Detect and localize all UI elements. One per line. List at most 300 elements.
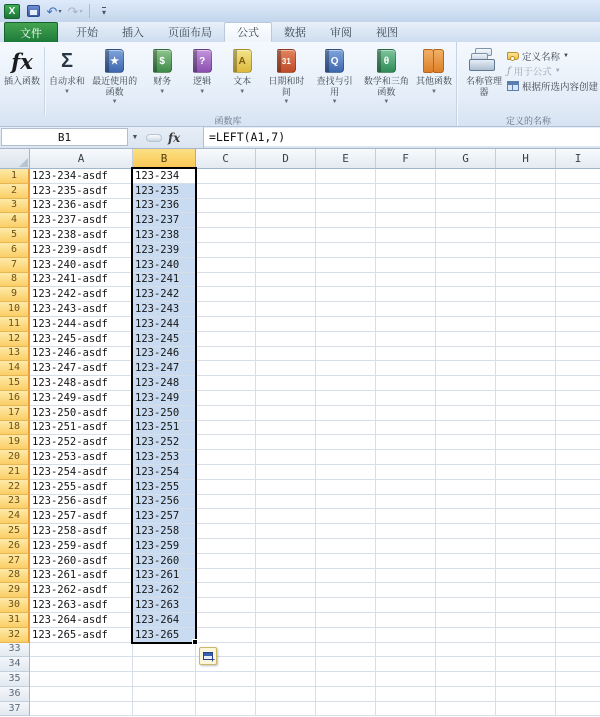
row-header-2[interactable]: 2 (0, 184, 30, 199)
row-header-17[interactable]: 17 (0, 406, 30, 421)
cell-i7[interactable] (556, 258, 600, 273)
cell-a22[interactable]: 123-255-asdf (30, 480, 133, 495)
cell-b20[interactable]: 123-253 (133, 450, 196, 465)
cell-d15[interactable] (256, 376, 316, 391)
cell-h8[interactable] (496, 273, 556, 288)
cell-b1[interactable]: 123-234 (133, 169, 196, 184)
row-header-20[interactable]: 20 (0, 450, 30, 465)
cell-f23[interactable] (376, 495, 436, 510)
cell-c11[interactable] (196, 317, 256, 332)
cell-b6[interactable]: 123-239 (133, 243, 196, 258)
cell-d3[interactable] (256, 199, 316, 214)
cell-c22[interactable] (196, 480, 256, 495)
cell-c28[interactable] (196, 569, 256, 584)
row-header-6[interactable]: 6 (0, 243, 30, 258)
cell-g30[interactable] (436, 598, 496, 613)
excel-logo-icon[interactable] (3, 2, 21, 20)
column-header-h[interactable]: H (496, 149, 556, 169)
cell-f20[interactable] (376, 450, 436, 465)
cell-d33[interactable] (256, 643, 316, 658)
column-header-b[interactable]: B (133, 149, 196, 169)
cell-i1[interactable] (556, 169, 600, 184)
cell-a26[interactable]: 123-259-asdf (30, 539, 133, 554)
cell-f32[interactable] (376, 628, 436, 643)
cell-d10[interactable] (256, 302, 316, 317)
cell-f21[interactable] (376, 465, 436, 480)
cell-a5[interactable]: 123-238-asdf (30, 228, 133, 243)
cell-a19[interactable]: 123-252-asdf (30, 435, 133, 450)
define-name-button[interactable] (507, 49, 598, 63)
cell-a20[interactable]: 123-253-asdf (30, 450, 133, 465)
cell-f11[interactable] (376, 317, 436, 332)
cell-g12[interactable] (436, 332, 496, 347)
cell-f5[interactable] (376, 228, 436, 243)
cell-e19[interactable] (316, 435, 376, 450)
cell-b27[interactable]: 123-260 (133, 554, 196, 569)
cell-b7[interactable]: 123-240 (133, 258, 196, 273)
cell-b18[interactable]: 123-251 (133, 421, 196, 436)
cell-g23[interactable] (436, 495, 496, 510)
tab-review[interactable]: 审阅 (330, 27, 352, 39)
cell-h4[interactable] (496, 213, 556, 228)
cell-d12[interactable] (256, 332, 316, 347)
row-header-33[interactable]: 33 (0, 643, 30, 658)
cell-e32[interactable] (316, 628, 376, 643)
cell-c35[interactable] (196, 672, 256, 687)
cell-b30[interactable]: 123-263 (133, 598, 196, 613)
row-header-22[interactable]: 22 (0, 480, 30, 495)
cell-i36[interactable] (556, 687, 600, 702)
row-header-10[interactable]: 10 (0, 302, 30, 317)
cell-c19[interactable] (196, 435, 256, 450)
cell-i33[interactable] (556, 643, 600, 658)
cell-c14[interactable] (196, 361, 256, 376)
cell-h15[interactable] (496, 376, 556, 391)
cell-g37[interactable] (436, 702, 496, 717)
cell-c25[interactable] (196, 524, 256, 539)
cell-e20[interactable] (316, 450, 376, 465)
cell-h26[interactable] (496, 539, 556, 554)
use-in-formula-button[interactable] (507, 64, 598, 78)
cell-d11[interactable] (256, 317, 316, 332)
cell-a18[interactable]: 123-251-asdf (30, 421, 133, 436)
cell-a34[interactable] (30, 657, 133, 672)
cell-i35[interactable] (556, 672, 600, 687)
row-header-8[interactable]: 8 (0, 273, 30, 288)
row-header-4[interactable]: 4 (0, 213, 30, 228)
cell-c32[interactable] (196, 628, 256, 643)
cell-g35[interactable] (436, 672, 496, 687)
cell-h9[interactable] (496, 287, 556, 302)
row-header-12[interactable]: 12 (0, 332, 30, 347)
cell-g27[interactable] (436, 554, 496, 569)
column-header-e[interactable]: E (316, 149, 376, 169)
cell-e1[interactable] (316, 169, 376, 184)
cell-f19[interactable] (376, 435, 436, 450)
cell-i37[interactable] (556, 702, 600, 717)
cell-e17[interactable] (316, 406, 376, 421)
cell-i32[interactable] (556, 628, 600, 643)
cell-c23[interactable] (196, 495, 256, 510)
cell-d36[interactable] (256, 687, 316, 702)
cell-f10[interactable] (376, 302, 436, 317)
cell-f31[interactable] (376, 613, 436, 628)
cell-b2[interactable]: 123-235 (133, 184, 196, 199)
cell-f8[interactable] (376, 273, 436, 288)
row-header-36[interactable]: 36 (0, 687, 30, 702)
cell-b3[interactable]: 123-236 (133, 199, 196, 214)
cell-h35[interactable] (496, 672, 556, 687)
cell-c21[interactable] (196, 465, 256, 480)
cell-a35[interactable] (30, 672, 133, 687)
cell-h16[interactable] (496, 391, 556, 406)
cell-e4[interactable] (316, 213, 376, 228)
cell-a31[interactable]: 123-264-asdf (30, 613, 133, 628)
cell-b10[interactable]: 123-243 (133, 302, 196, 317)
cell-i29[interactable] (556, 583, 600, 598)
cell-i17[interactable] (556, 406, 600, 421)
recently-used-button[interactable] (87, 45, 142, 106)
customize-quick-access-button[interactable] (95, 2, 113, 20)
cell-f24[interactable] (376, 509, 436, 524)
cell-e16[interactable] (316, 391, 376, 406)
cell-b17[interactable]: 123-250 (133, 406, 196, 421)
cell-e28[interactable] (316, 569, 376, 584)
cell-f7[interactable] (376, 258, 436, 273)
cell-a12[interactable]: 123-245-asdf (30, 332, 133, 347)
cell-f16[interactable] (376, 391, 436, 406)
cell-a10[interactable]: 123-243-asdf (30, 302, 133, 317)
cell-g21[interactable] (436, 465, 496, 480)
cell-c15[interactable] (196, 376, 256, 391)
cell-a21[interactable]: 123-254-asdf (30, 465, 133, 480)
cell-a32[interactable]: 123-265-asdf (30, 628, 133, 643)
cell-h27[interactable] (496, 554, 556, 569)
row-header-3[interactable]: 3 (0, 199, 30, 214)
row-header-16[interactable]: 16 (0, 391, 30, 406)
cell-h31[interactable] (496, 613, 556, 628)
row-header-11[interactable]: 11 (0, 317, 30, 332)
cell-c37[interactable] (196, 702, 256, 717)
cell-f33[interactable] (376, 643, 436, 658)
cell-h37[interactable] (496, 702, 556, 717)
cell-g19[interactable] (436, 435, 496, 450)
cell-h22[interactable] (496, 480, 556, 495)
cell-i15[interactable] (556, 376, 600, 391)
cell-i11[interactable] (556, 317, 600, 332)
cell-g16[interactable] (436, 391, 496, 406)
cell-f1[interactable] (376, 169, 436, 184)
cell-f22[interactable] (376, 480, 436, 495)
cell-h28[interactable] (496, 569, 556, 584)
cell-f12[interactable] (376, 332, 436, 347)
cell-e37[interactable] (316, 702, 376, 717)
cell-d19[interactable] (256, 435, 316, 450)
date-time-button[interactable] (262, 45, 310, 106)
cell-c2[interactable] (196, 184, 256, 199)
cell-e13[interactable] (316, 347, 376, 362)
cell-g7[interactable] (436, 258, 496, 273)
cell-i18[interactable] (556, 421, 600, 436)
cell-i34[interactable] (556, 657, 600, 672)
row-header-30[interactable]: 30 (0, 598, 30, 613)
cell-e30[interactable] (316, 598, 376, 613)
cell-a11[interactable]: 123-244-asdf (30, 317, 133, 332)
cell-d16[interactable] (256, 391, 316, 406)
tab-view[interactable]: 视图 (376, 27, 398, 39)
cell-c20[interactable] (196, 450, 256, 465)
cell-f9[interactable] (376, 287, 436, 302)
cell-f30[interactable] (376, 598, 436, 613)
select-all-corner[interactable] (0, 149, 30, 169)
cell-a3[interactable]: 123-236-asdf (30, 199, 133, 214)
cell-a15[interactable]: 123-248-asdf (30, 376, 133, 391)
cell-h30[interactable] (496, 598, 556, 613)
cell-b31[interactable]: 123-264 (133, 613, 196, 628)
cell-g29[interactable] (436, 583, 496, 598)
cell-g14[interactable] (436, 361, 496, 376)
cell-a2[interactable]: 123-235-asdf (30, 184, 133, 199)
cell-f25[interactable] (376, 524, 436, 539)
row-header-37[interactable]: 37 (0, 702, 30, 717)
cell-a4[interactable]: 123-237-asdf (30, 213, 133, 228)
cell-b29[interactable]: 123-262 (133, 583, 196, 598)
cell-a9[interactable]: 123-242-asdf (30, 287, 133, 302)
cell-e2[interactable] (316, 184, 376, 199)
cell-h29[interactable] (496, 583, 556, 598)
cell-d28[interactable] (256, 569, 316, 584)
cell-a30[interactable]: 123-263-asdf (30, 598, 133, 613)
cell-g36[interactable] (436, 687, 496, 702)
tab-insert[interactable]: 插入 (122, 27, 144, 39)
cell-c17[interactable] (196, 406, 256, 421)
row-header-21[interactable]: 21 (0, 465, 30, 480)
cell-b35[interactable] (133, 672, 196, 687)
cell-h14[interactable] (496, 361, 556, 376)
cell-a8[interactable]: 123-241-asdf (30, 273, 133, 288)
tab-home[interactable]: 开始 (76, 27, 98, 39)
cell-g33[interactable] (436, 643, 496, 658)
cell-g31[interactable] (436, 613, 496, 628)
cell-d23[interactable] (256, 495, 316, 510)
column-header-g[interactable]: G (436, 149, 496, 169)
cell-e8[interactable] (316, 273, 376, 288)
cell-i25[interactable] (556, 524, 600, 539)
cell-h6[interactable] (496, 243, 556, 258)
cell-e14[interactable] (316, 361, 376, 376)
cell-h32[interactable] (496, 628, 556, 643)
row-header-9[interactable]: 9 (0, 287, 30, 302)
cell-g15[interactable] (436, 376, 496, 391)
tab-formulas[interactable]: 公式 (224, 22, 272, 42)
cell-d14[interactable] (256, 361, 316, 376)
cell-a28[interactable]: 123-261-asdf (30, 569, 133, 584)
column-header-i[interactable]: I (556, 149, 600, 169)
cell-g22[interactable] (436, 480, 496, 495)
row-header-18[interactable]: 18 (0, 421, 30, 436)
cell-e24[interactable] (316, 509, 376, 524)
cell-c9[interactable] (196, 287, 256, 302)
cell-f15[interactable] (376, 376, 436, 391)
cell-b4[interactable]: 123-237 (133, 213, 196, 228)
cell-i9[interactable] (556, 287, 600, 302)
cell-e22[interactable] (316, 480, 376, 495)
cell-d37[interactable] (256, 702, 316, 717)
column-header-d[interactable]: D (256, 149, 316, 169)
cell-d17[interactable] (256, 406, 316, 421)
cell-f18[interactable] (376, 421, 436, 436)
cell-e5[interactable] (316, 228, 376, 243)
cell-f17[interactable] (376, 406, 436, 421)
cell-i13[interactable] (556, 347, 600, 362)
cell-g18[interactable] (436, 421, 496, 436)
cell-a16[interactable]: 123-249-asdf (30, 391, 133, 406)
save-button[interactable] (24, 2, 42, 20)
cell-a1[interactable]: 123-234-asdf (30, 169, 133, 184)
cell-h13[interactable] (496, 347, 556, 362)
cell-g32[interactable] (436, 628, 496, 643)
cell-g28[interactable] (436, 569, 496, 584)
cell-d27[interactable] (256, 554, 316, 569)
cell-g11[interactable] (436, 317, 496, 332)
row-header-34[interactable]: 34 (0, 657, 30, 672)
row-header-19[interactable]: 19 (0, 435, 30, 450)
cell-i30[interactable] (556, 598, 600, 613)
cell-b26[interactable]: 123-259 (133, 539, 196, 554)
cell-c1[interactable] (196, 169, 256, 184)
cell-h34[interactable] (496, 657, 556, 672)
cell-g17[interactable] (436, 406, 496, 421)
cell-f4[interactable] (376, 213, 436, 228)
cell-f36[interactable] (376, 687, 436, 702)
cell-i6[interactable] (556, 243, 600, 258)
cell-i21[interactable] (556, 465, 600, 480)
autosum-button[interactable] (47, 45, 87, 96)
cell-g8[interactable] (436, 273, 496, 288)
cell-d26[interactable] (256, 539, 316, 554)
cell-f2[interactable] (376, 184, 436, 199)
cell-i31[interactable] (556, 613, 600, 628)
tab-page-layout[interactable]: 页面布局 (168, 27, 212, 39)
insert-function-icon[interactable]: fx (168, 130, 181, 145)
cell-d9[interactable] (256, 287, 316, 302)
cell-d5[interactable] (256, 228, 316, 243)
cell-c3[interactable] (196, 199, 256, 214)
cell-e25[interactable] (316, 524, 376, 539)
column-header-c[interactable]: C (196, 149, 256, 169)
cell-i12[interactable] (556, 332, 600, 347)
cell-a29[interactable]: 123-262-asdf (30, 583, 133, 598)
cell-h19[interactable] (496, 435, 556, 450)
cell-i14[interactable] (556, 361, 600, 376)
cell-f35[interactable] (376, 672, 436, 687)
cell-b23[interactable]: 123-256 (133, 495, 196, 510)
cell-e27[interactable] (316, 554, 376, 569)
cell-f29[interactable] (376, 583, 436, 598)
cell-h3[interactable] (496, 199, 556, 214)
redo-button[interactable] (66, 2, 84, 20)
cell-h1[interactable] (496, 169, 556, 184)
cell-h10[interactable] (496, 302, 556, 317)
cell-g24[interactable] (436, 509, 496, 524)
cell-h23[interactable] (496, 495, 556, 510)
row-header-13[interactable]: 13 (0, 347, 30, 362)
cell-e15[interactable] (316, 376, 376, 391)
cell-a17[interactable]: 123-250-asdf (30, 406, 133, 421)
cell-e21[interactable] (316, 465, 376, 480)
cell-h25[interactable] (496, 524, 556, 539)
cell-b28[interactable]: 123-261 (133, 569, 196, 584)
cell-h21[interactable] (496, 465, 556, 480)
cell-c8[interactable] (196, 273, 256, 288)
cell-e29[interactable] (316, 583, 376, 598)
cell-h11[interactable] (496, 317, 556, 332)
cell-f14[interactable] (376, 361, 436, 376)
cell-c5[interactable] (196, 228, 256, 243)
cell-d8[interactable] (256, 273, 316, 288)
cell-d32[interactable] (256, 628, 316, 643)
cell-f13[interactable] (376, 347, 436, 362)
cell-b11[interactable]: 123-244 (133, 317, 196, 332)
cell-h33[interactable] (496, 643, 556, 658)
cell-d24[interactable] (256, 509, 316, 524)
cell-f6[interactable] (376, 243, 436, 258)
cell-b36[interactable] (133, 687, 196, 702)
cell-c13[interactable] (196, 347, 256, 362)
cell-g34[interactable] (436, 657, 496, 672)
cell-c36[interactable] (196, 687, 256, 702)
cell-i16[interactable] (556, 391, 600, 406)
cell-g25[interactable] (436, 524, 496, 539)
cell-a27[interactable]: 123-260-asdf (30, 554, 133, 569)
math-trig-button[interactable] (359, 45, 414, 106)
more-functions-button[interactable] (414, 45, 454, 96)
lookup-reference-button[interactable] (310, 45, 358, 106)
auto-fill-options-button[interactable] (199, 647, 217, 665)
cell-g2[interactable] (436, 184, 496, 199)
cell-c27[interactable] (196, 554, 256, 569)
cell-h2[interactable] (496, 184, 556, 199)
cell-d4[interactable] (256, 213, 316, 228)
cell-a6[interactable]: 123-239-asdf (30, 243, 133, 258)
insert-function-button[interactable] (2, 45, 42, 88)
text-button[interactable] (222, 45, 262, 96)
cell-d6[interactable] (256, 243, 316, 258)
cell-e12[interactable] (316, 332, 376, 347)
cell-h12[interactable] (496, 332, 556, 347)
fill-handle[interactable] (192, 639, 198, 645)
cell-i2[interactable] (556, 184, 600, 199)
cell-b9[interactable]: 123-242 (133, 287, 196, 302)
cell-c4[interactable] (196, 213, 256, 228)
cell-c7[interactable] (196, 258, 256, 273)
cell-i10[interactable] (556, 302, 600, 317)
financial-button[interactable] (142, 45, 182, 96)
undo-button[interactable] (45, 2, 63, 20)
cell-b13[interactable]: 123-246 (133, 347, 196, 362)
cell-a7[interactable]: 123-240-asdf (30, 258, 133, 273)
cell-d30[interactable] (256, 598, 316, 613)
row-header-29[interactable]: 29 (0, 583, 30, 598)
cell-e36[interactable] (316, 687, 376, 702)
cell-f28[interactable] (376, 569, 436, 584)
row-header-27[interactable]: 27 (0, 554, 30, 569)
create-from-selection-button[interactable] (507, 79, 598, 93)
row-header-23[interactable]: 23 (0, 495, 30, 510)
cell-i23[interactable] (556, 495, 600, 510)
cell-a36[interactable] (30, 687, 133, 702)
cell-g10[interactable] (436, 302, 496, 317)
